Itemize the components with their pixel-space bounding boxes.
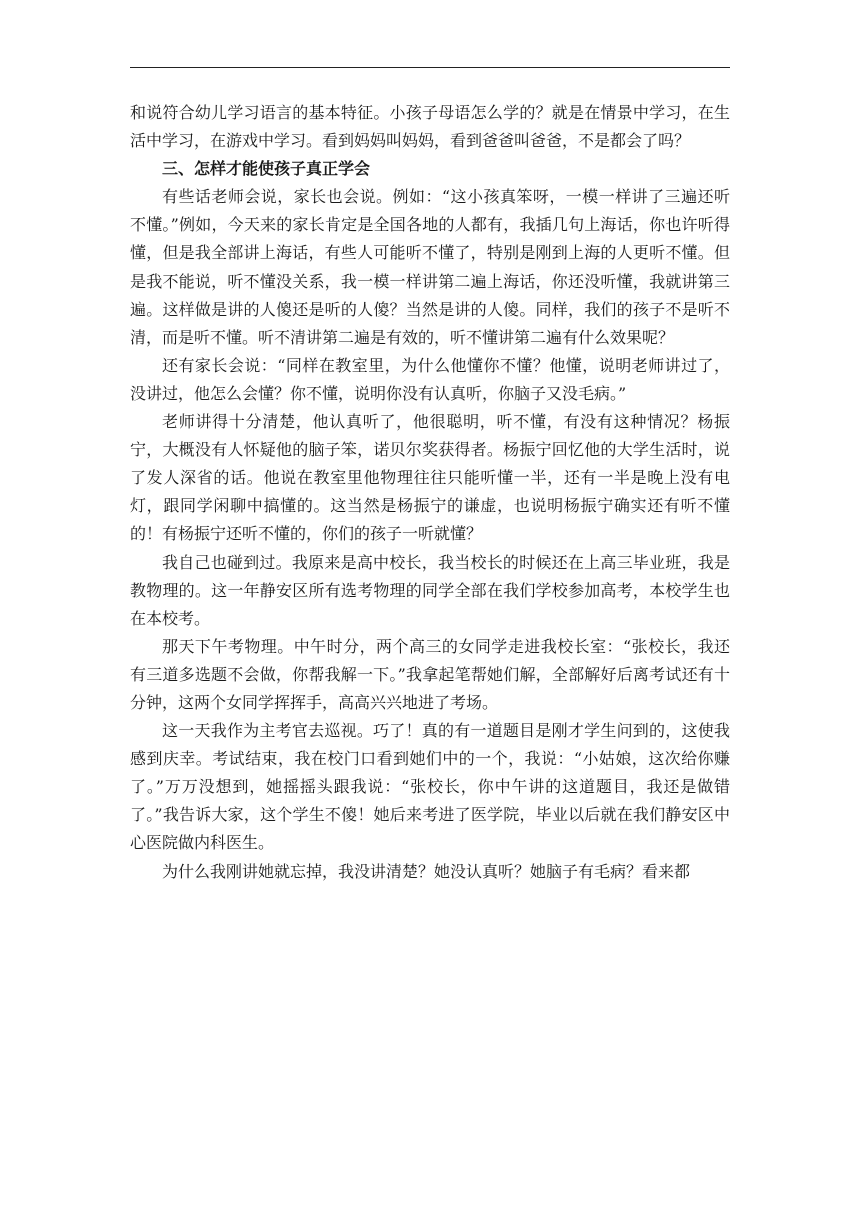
section-heading: 三、怎样才能使孩子真正学会	[162, 159, 371, 179]
paragraph: 这一天我作为主考官去巡视。巧了！真的有一道题目是刚才学生问到的，这使我感到庆幸。考试结束，我在校门口看到她们中的一个，我说：“小姑娘，这次给你赚了。”万万没想到，她摇摇头跟我说：“张校长，你中午讲的这道题目，我还是做错了。”我告诉大家，这个学生不傻！她后来考进了医学院，毕业以后就在我们静安区中心医院做内科医生。	[130, 721, 730, 853]
paragraph: 我自己也碰到过。我原来是高中校长，我当校长的时候还在上高三毕业班，我是教物理的。这一年静安区所有选考物理的同学全部在我们学校参加高考，本校学生也在本校考。	[130, 552, 730, 628]
paragraph: 有些话老师会说，家长也会说。例如：“这小孩真笨呀，一模一样讲了三遍还听不懂。”例如，今天来的家长肯定是全国各地的人都有，我插几句上海话，你也许听得懂，但是我全部讲上海话，有些人可能听不懂了，特别是刚到上海的人更听不懂。但是我不能说，听不懂没关系，我一模一样讲第二遍上海话，你还没听懂，我就讲第三遍。这样做是讲的人傻还是听的人傻？当然是讲的人傻。同样，我们的孩子不是听不清，而是听不懂。听不清讲第二遍是有效的，听不懂讲第二遍有什么效果呢？	[130, 187, 730, 347]
paragraph: 那天下午考物理。中午时分，两个高三的女同学走进我校长室：“张校长，我还有三道多选题不会做，你帮我解一下。”我拿起笔帮她们解，全部解好后离考试还有十分钟，这两个女同学挥挥手，高高兴兴地进了考场。	[130, 636, 730, 712]
paragraph: 为什么我刚讲她就忘掉，我没讲清楚？她没认真听？她脑子有毛病？看来都	[162, 861, 691, 881]
document-body	[130, 99, 730, 886]
header-rule	[130, 67, 730, 68]
paragraph: 还有家长会说：“同样在教室里，为什么他懂你不懂？他懂，说明老师讲过了，没讲过，他怎么会懂？你不懂，说明你没有认真听，你脑子又没毛病。”	[130, 355, 730, 403]
paragraph: 老师讲得十分清楚，他认真听了，他很聪明，听不懂，有没有这种情况？杨振宁，大概没有人怀疑他的脑子笨，诺贝尔奖获得者。杨振宁回忆他的大学生活时，说了发人深省的话。他说在教室里他物理往往只能听懂一半，还有一半是晚上没有电灯，跟同学闲聊中搞懂的。这当然是杨振宁的谦虚，也说明杨振宁确实还有听不懂的！有杨振宁还听不懂的，你们的孩子一听就懂？	[130, 412, 730, 544]
paragraph-continuation: 和说符合幼儿学习语言的基本特征。小孩子母语怎么学的？就是在情景中学习，在生活中学习，在游戏中学习。看到妈妈叫妈妈，看到爸爸叫爸爸，不是都会了吗？	[130, 103, 730, 151]
